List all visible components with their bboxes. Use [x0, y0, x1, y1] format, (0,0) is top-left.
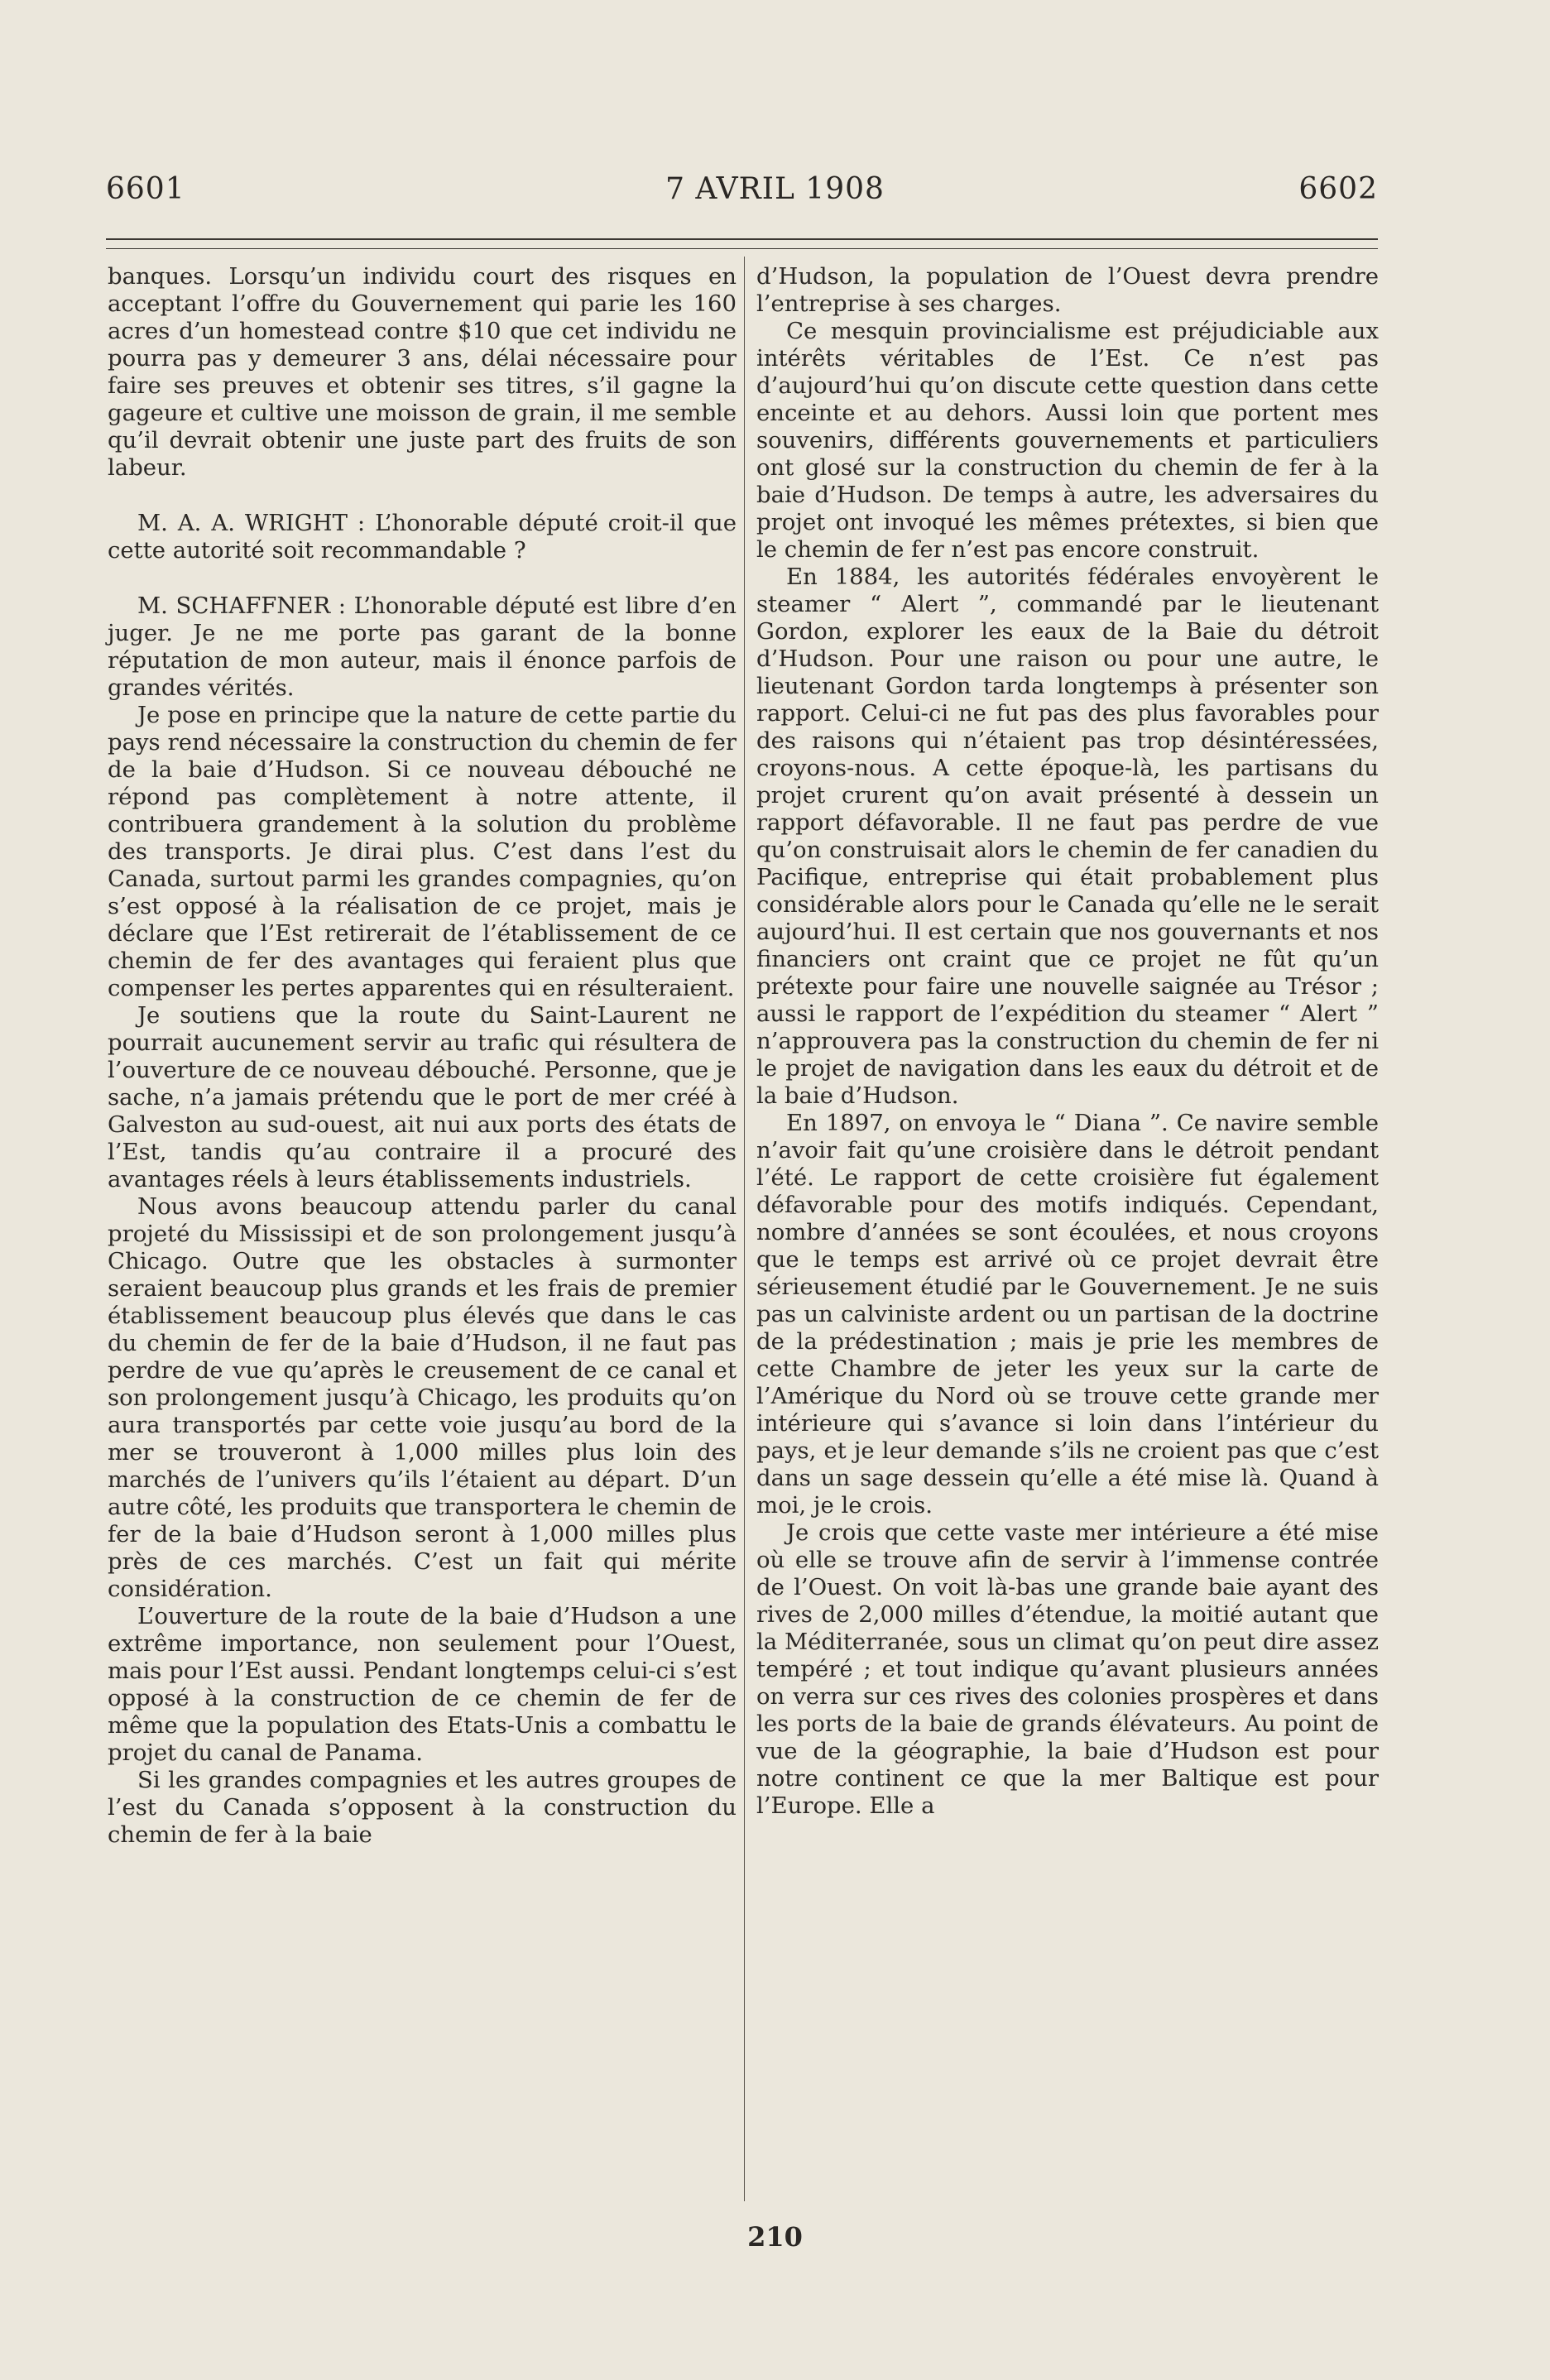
page-number-right: 6602 [1298, 172, 1378, 206]
paragraph: En 1897, on envoya le “ Diana ”. Ce navire semble n’avoir fait qu’une croisière dans le détroit pendant l’été. Le rapport de cette croisière fut également défavorable pour des motifs indiqués. Cependant, nombre d’années se sont écoulées, et nous croyons que le temps est arrivé où ce projet devrait être sérieusement étudié par le Gouvernement. Je ne suis pas un calviniste ardent ou un partisan de la doctrine de la prédestination ; mais je prie les membres de cette Chambre de jeter les yeux sur la carte de l’Amérique du Nord où se trouve cette grande mer intérieure qui s’avance si loin dans l’intérieur du pays, et je leur demande s’ils ne croient pas que c’est dans un sage dessein qu’elle a été mise là. Quand à moi, je le crois. [756, 1110, 1379, 1519]
paragraph: L’ouverture de la route de la baie d’Hudson a une extrême importance, non seulement pour l’Ouest, mais pour l’Est aussi. Pendant longtemps celui-ci s’est opposé à la construction de ce chemin de fer de même que la population des Etats-Unis a combattu le projet du canal de Panama. [108, 1603, 737, 1766]
column-divider [744, 257, 745, 2201]
header-rule-thin [106, 248, 1378, 249]
page-number-left: 6601 [106, 172, 185, 206]
paragraph: Je soutiens que la route du Saint-Laurent ne pourrait aucunement servir au trafic qui résultera de l’ouverture de ce nouveau débouché. Personne, que je sache, n’a jamais prétendu que le port de mer créé à Galveston au sud-ouest, ait nui aux ports des états de l’Est, tandis qu’au contraire il a procuré des avantages réels à leurs établissements industriels. [108, 1002, 737, 1192]
paragraph: d’Hudson, la population de l’Ouest devra prendre l’entreprise à ses charges. [756, 263, 1379, 317]
paragraph: Je pose en principe que la nature de cette partie du pays rend nécessaire la construction du chemin de fer de la baie d’Hudson. Si ce nouveau débouché ne répond pas complètement à notre attente, il contribuera grandement à la solution du problème des transports. Je dirai plus. C’est dans l’est du Canada, surtout parmi les grandes compagnies, qu’on s’est opposé à la réalisation de ce projet, mais je déclare que l’Est retirerait de l’établissement de ce chemin de fer des avantages qui feraient plus que compenser les pertes apparentes qui en résulteraient. [108, 702, 737, 1001]
sheet-number: 210 [747, 2221, 803, 2253]
paragraph: En 1884, les autorités fédérales envoyèrent le steamer “ Alert ”, commandé par le lieutenant Gordon, explorer les eaux de la Baie du détroit d’Hudson. Pour une raison ou pour une autre, le lieutenant Gordon tarda longtemps à présenter son rapport. Celui-ci ne fut pas des plus favorables pour des raisons qui n’étaient pas trop désintéressées, croyons-nous. A cette époque-là, les partisans du projet crurent qu’on avait présenté à dessein un rapport défavorable. Il ne faut pas perdre de vue qu’on construisait alors le chemin de fer canadien du Pacifique, entreprise qui était probablement plus considérable alors pour le Canada qu’elle ne le serait aujourd’hui. Il est certain que nos gouvernants et nos financiers ont craint que ce projet ne fût qu’un prétexte pour faire une nouvelle saignée au Trésor ; aussi le rapport de l’expédition du steamer “ Alert ” n’approuvera pas la construction du chemin de fer ni le projet de navigation dans les eaux du détroit et de la baie d’Hudson. [756, 564, 1379, 1109]
paragraph: Je crois que cette vaste mer intérieure a été mise où elle se trouve afin de servir à l’immense contrée de l’Ouest. On voit là-bas une grande baie ayant des rives de 2,000 milles d’étendue, la moitié autant que la Méditerranée, sous un climat qu’on peut dire assez tempéré ; et tout indique qu’avant plusieurs années on verra sur ces rives des colonies prospères et dans les ports de la baie de grands élévateurs. Au point de vue de la géographie, la baie d’Hudson est pour notre continent ce que la mer Baltique est pour l’Europe. Elle a [756, 1519, 1379, 1819]
right-column [756, 263, 1379, 1820]
paragraph: Ce mesquin provincialisme est préjudiciable aux intérêts véritables de l’Est. Ce n’est pas d’aujourd’hui qu’on discute cette question dans cette enceinte et au dehors. Aussi loin que portent mes souvenirs, différents gouvernements et particuliers ont glosé sur la construction du chemin de fer à la baie d’Hudson. De temps à autre, les adversaires du projet ont invoqué les mêmes prétextes, si bien que le chemin de fer n’est pas encore construit. [756, 318, 1379, 563]
paragraph: M. SCHAFFNER : L’honorable député est libre d’en juger. Je ne me porte pas garant de la bonne réputation de mon auteur, mais il énonce parfois de grandes vérités. [108, 593, 737, 701]
paragraph: M. A. A. WRIGHT : L’honorable député croit-il que cette autorité soit recommandable ? [108, 510, 737, 564]
paragraph: Si les grandes compagnies et les autres groupes de l’est du Canada s’opposent à la construction du chemin de fer à la baie [108, 1767, 737, 1848]
paragraph: banques. Lorsqu’un individu court des risques en acceptant l’offre du Gouvernement qui parie les 160 acres d’un homestead contre $10 que cet individu ne pourra pas y demeurer 3 ans, délai nécessaire pour faire ses preuves et obtenir ses titres, s’il gagne la gageure et cultive une moisson de grain, il me semble qu’il devrait obtenir une juste part des fruits de son labeur. [108, 263, 737, 481]
page-date: 7 AVRIL 1908 [665, 172, 885, 206]
left-column [108, 263, 737, 1849]
header-rule [106, 238, 1378, 240]
paragraph: Nous avons beaucoup attendu parler du canal projeté du Mississipi et de son prolongement jusqu’à Chicago. Outre que les obstacles à surmonter seraient beaucoup plus grands et les frais de premier établissement beaucoup plus élevés que dans le cas du chemin de fer de la baie d’Hudson, il ne faut pas perdre de vue qu’après le creusement de ce canal et son prolongement jusqu’à Chicago, les produits qu’on aura transportés par cette voie jusqu’au bord de la mer se trouveront à 1,000 milles plus loin des marchés de l’univers qu’ils l’étaient au départ. D’un autre côté, les produits que transportera le chemin de fer de la baie d’Hudson seront à 1,000 milles plus près de ces marchés. C’est un fait qui mérite considération. [108, 1193, 737, 1602]
